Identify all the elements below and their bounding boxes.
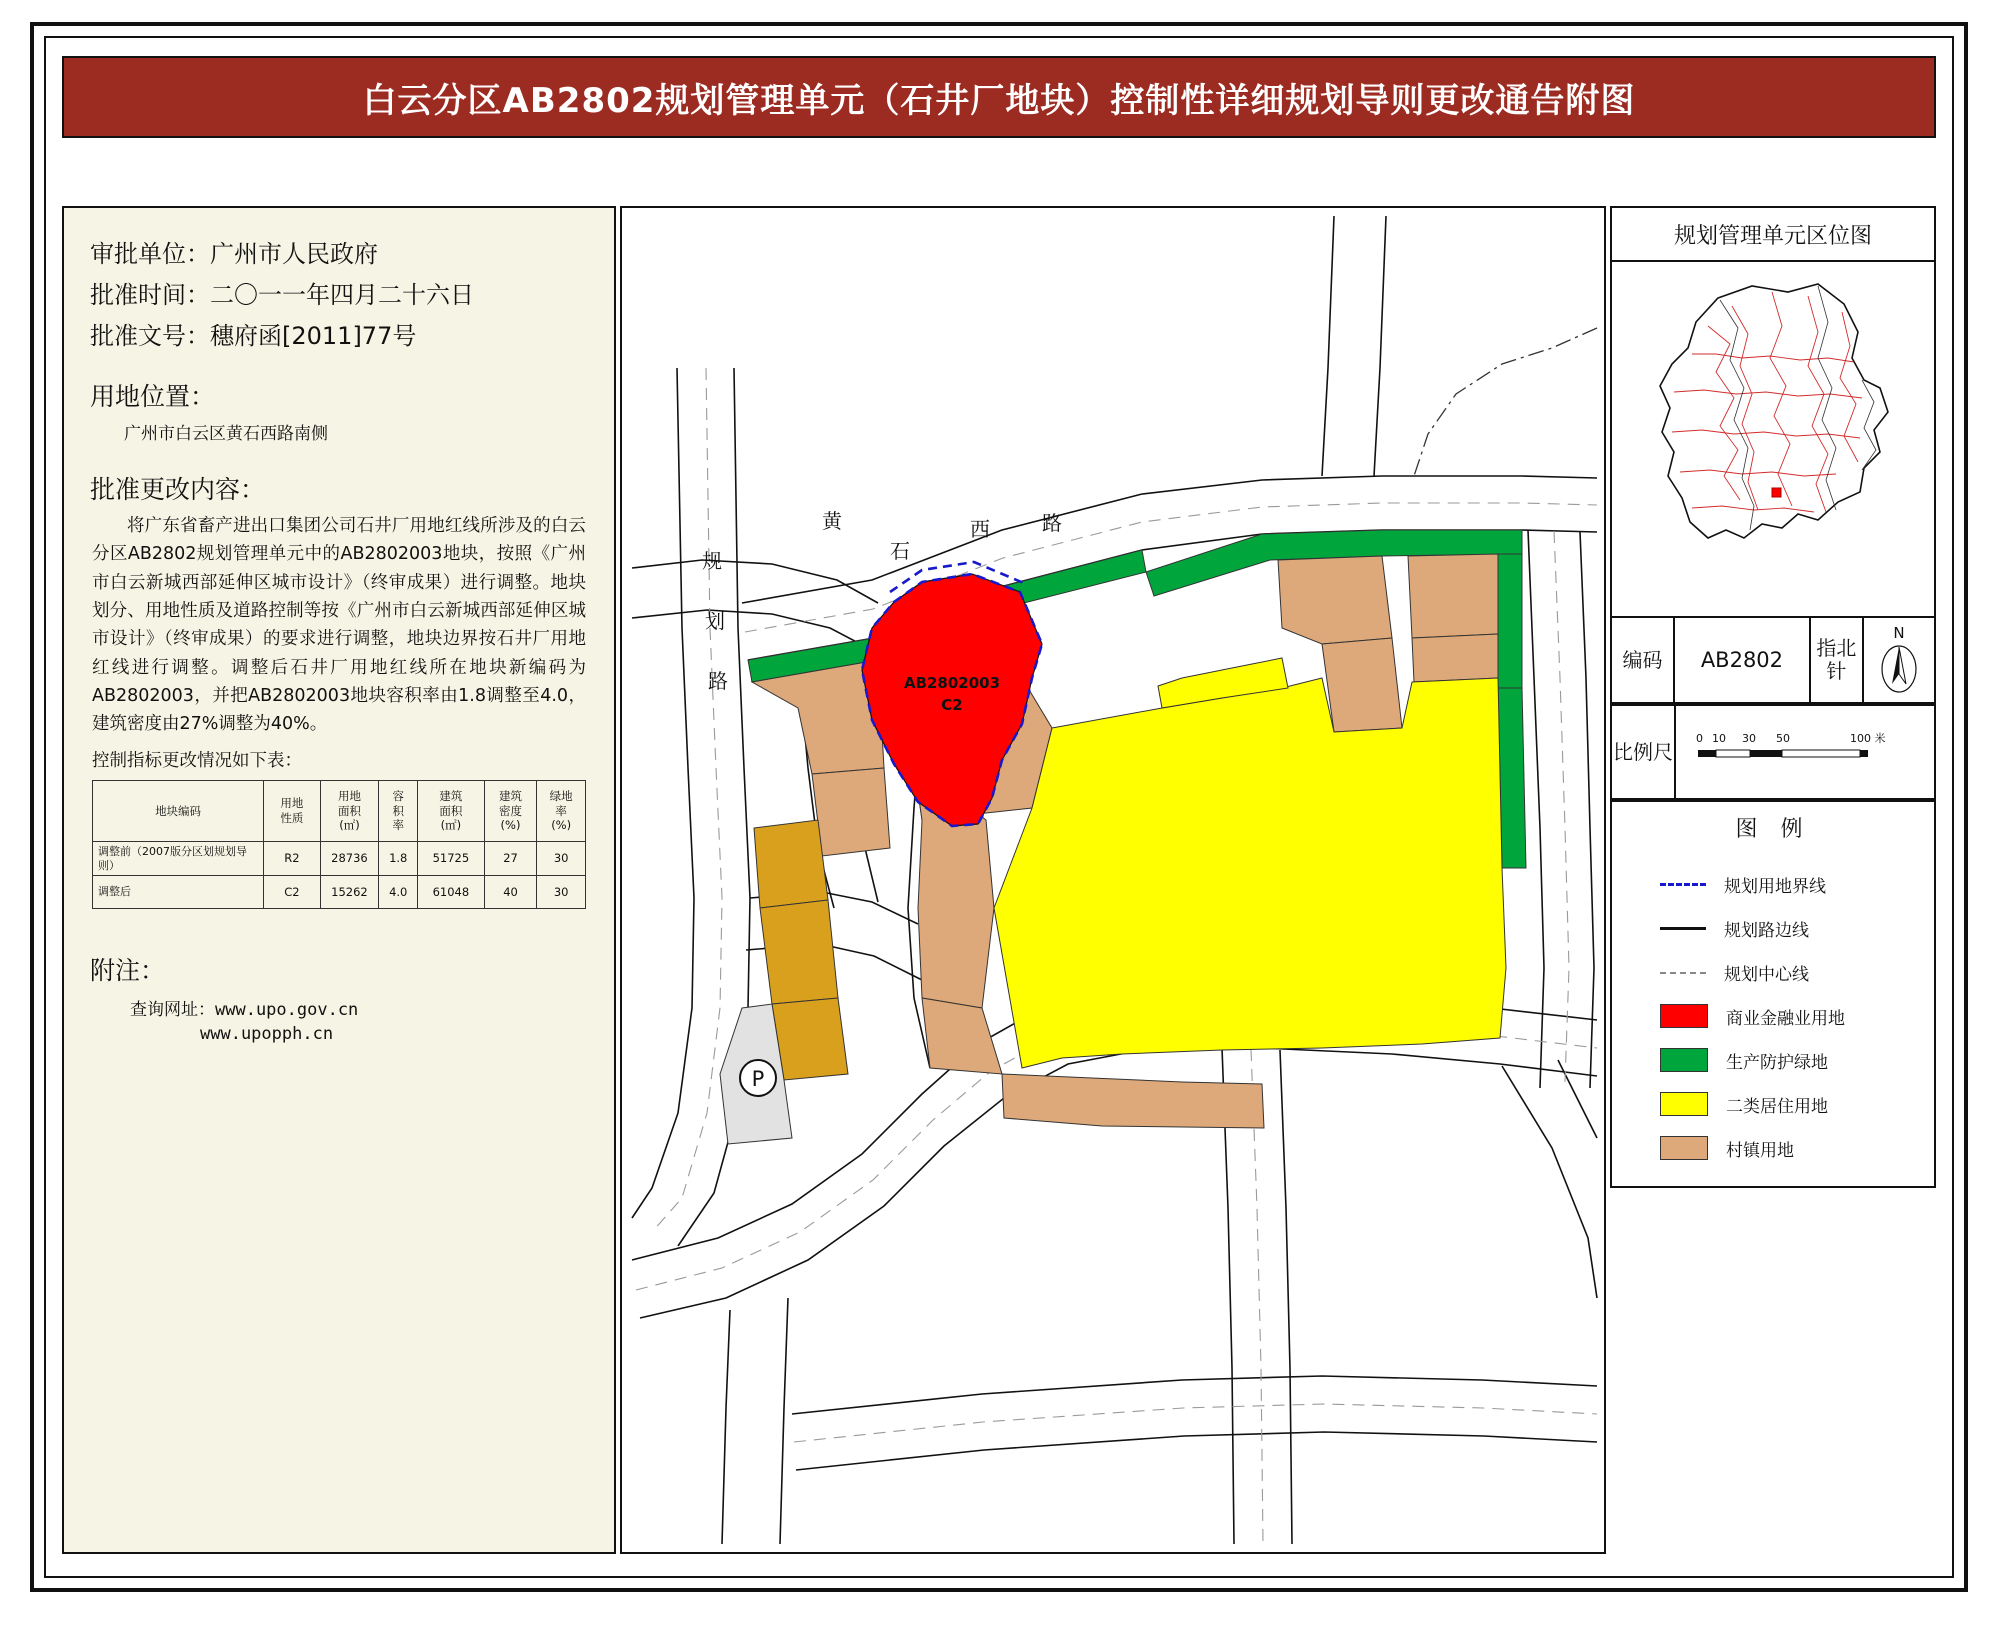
cell-far-after: 4.0 — [379, 876, 418, 909]
road-label-huangshi-2: 石 — [890, 539, 910, 563]
legend-item-planning-boundary[interactable] — [1612, 862, 1934, 906]
table-row — [93, 876, 586, 909]
commercial-swatch-icon — [1660, 1004, 1708, 1028]
road-label-guihua-2: 划 — [705, 609, 725, 633]
road-label-huangshi-1: 黄 — [822, 509, 842, 533]
scale-bar — [1676, 706, 1934, 798]
legend-label: 商业金融业用地 — [1726, 1008, 1845, 1029]
cell-green-before: 30 — [537, 841, 586, 876]
north-arrow-label: 指北针 — [1811, 618, 1864, 702]
code-north-row — [1610, 618, 1936, 704]
location-map-title: 规划管理单元区位图 — [1673, 223, 1872, 249]
parcel-code-label: AB2802003 — [903, 674, 1001, 692]
scale-tick-10: 10 — [1712, 732, 1726, 745]
change-text: 将广东省畜产进出口集团公司石井厂用地红线所涉及的白云分区AB2802规划管理单元中的AB2802003地块，按照《广州市白云新城西部延伸区城市设计》（终审成果）进行调整。地块划分、用地性质及道路控制等按《广州市白云新城西部延伸区城市设计》（终审成果）的要求进行调整，地块边界按石井厂用地红线进行调整。调整后石井厂用地红线所在地块新编码为AB2802003，并把AB2802003地块容积率由1.8调整至4.0，建筑密度由27%调整为40%。 — [92, 516, 586, 735]
th-floor-area: 建筑 面积 (㎡) — [418, 780, 485, 841]
legend-title: 图 例 — [1735, 816, 1811, 842]
cell-green-after: 30 — [537, 876, 586, 909]
right-column — [1610, 206, 1936, 1554]
table-row — [93, 841, 586, 876]
north-arrow-icon — [1864, 618, 1934, 702]
map-canvas — [622, 208, 1604, 1552]
district-location-map[interactable] — [1610, 262, 1936, 618]
main-map[interactable] — [620, 206, 1606, 1554]
th-code: 地块编码 — [93, 780, 264, 841]
road-label-guihua-1: 规 — [702, 549, 722, 573]
cell-floor-area-after: 61048 — [418, 876, 485, 909]
scale-row — [1610, 704, 1936, 800]
legend-list — [1612, 852, 1934, 1176]
cell-area-after: 15262 — [320, 876, 379, 909]
svg-text:黄 — [822, 509, 843, 533]
village-swatch-icon — [1660, 1136, 1708, 1160]
row-label-before: 调整前（2007版分区划规划导则） — [93, 841, 264, 876]
table-lead-text: 控制指标更改情况如下表： — [92, 750, 302, 771]
scale-label: 比例尺 — [1612, 706, 1676, 798]
location-marker — [1772, 488, 1781, 497]
code-label: 编码 — [1612, 618, 1675, 702]
row-label-after: 调整后 — [93, 876, 264, 909]
change-heading: 批准更改内容： — [90, 475, 266, 504]
legend-item-road-centerline[interactable] — [1612, 950, 1934, 994]
location-map-panel — [1610, 206, 1936, 262]
scale-tick-100: 100 米 — [1850, 732, 1886, 745]
legend-label: 规划用地界线 — [1724, 876, 1826, 897]
approver-line: 审批单位：广州市人民政府 — [90, 240, 378, 268]
road-label-guihua-3: 路 — [708, 669, 728, 693]
cell-area-before: 28736 — [320, 841, 379, 876]
approve-time-line: 批准时间：二〇一一年四月二十六日 — [90, 281, 474, 309]
cell-nature-before: R2 — [264, 841, 320, 876]
th-far: 容 积 率 — [379, 780, 418, 841]
scale-tick-0: 0 — [1696, 732, 1703, 745]
cell-far-before: 1.8 — [379, 841, 418, 876]
location-text: 广州市白云区黄石西路南侧 — [124, 424, 328, 444]
legend-label: 规划路边线 — [1724, 920, 1809, 941]
notes-heading: 附注： — [90, 956, 166, 986]
th-green: 绿地 率 (%) — [537, 780, 586, 841]
location-heading: 用地位置： — [90, 382, 216, 411]
parking-symbol-letter: P — [751, 1067, 765, 1091]
th-density: 建筑 密度 (%) — [484, 780, 537, 841]
legend-label: 二类居住用地 — [1726, 1096, 1828, 1117]
scale-tick-30: 30 — [1742, 732, 1756, 745]
legend-item-residential[interactable] — [1612, 1082, 1934, 1126]
table-header-row — [93, 780, 586, 841]
cell-density-after: 40 — [484, 876, 537, 909]
page-title: 白云分区AB2802规划管理单元（石井厂地块）控制性详细规划导则更改通告附图 — [362, 80, 1636, 121]
cell-floor-area-before: 51725 — [418, 841, 485, 876]
th-nature: 用地 性质 — [264, 780, 320, 841]
svg-text:N: N — [1893, 624, 1905, 642]
info-panel — [62, 206, 616, 1554]
legend-label: 生产防护绿地 — [1726, 1052, 1828, 1073]
legend-panel — [1610, 800, 1936, 1188]
center-line-icon — [1660, 972, 1706, 974]
th-area: 用地 面积 (㎡) — [320, 780, 379, 841]
cell-nature-after: C2 — [264, 876, 320, 909]
page-title-band — [62, 56, 1936, 138]
road-label-huangshi-4: 路 — [1042, 511, 1062, 535]
code-value: AB2802 — [1675, 618, 1811, 702]
legend-item-village[interactable] — [1612, 1126, 1934, 1170]
road-label-huangshi-3: 西 — [970, 517, 990, 541]
scale-tick-50: 50 — [1776, 732, 1790, 745]
cell-density-before: 27 — [484, 841, 537, 876]
note-url-2: www.upopph.cn — [200, 1024, 334, 1045]
residential-swatch-icon — [1660, 1092, 1708, 1116]
control-index-table — [92, 780, 586, 910]
legend-label: 规划中心线 — [1724, 964, 1809, 985]
legend-item-commercial[interactable] — [1612, 994, 1934, 1038]
note-url-1: 查询网址：www.upo.gov.cn — [130, 1000, 359, 1021]
legend-label: 村镇用地 — [1726, 1140, 1794, 1161]
solid-line-icon — [1660, 927, 1706, 930]
green-swatch-icon — [1660, 1048, 1708, 1072]
legend-item-protective-green[interactable] — [1612, 1038, 1934, 1082]
dashed-line-icon — [1660, 883, 1706, 886]
parcel-nature-label: C2 — [941, 696, 963, 714]
district-map-svg — [1612, 262, 1934, 614]
legend-item-road-edge[interactable] — [1612, 906, 1934, 950]
approve-doc-line: 批准文号：穗府函[2011]77号 — [90, 322, 417, 350]
